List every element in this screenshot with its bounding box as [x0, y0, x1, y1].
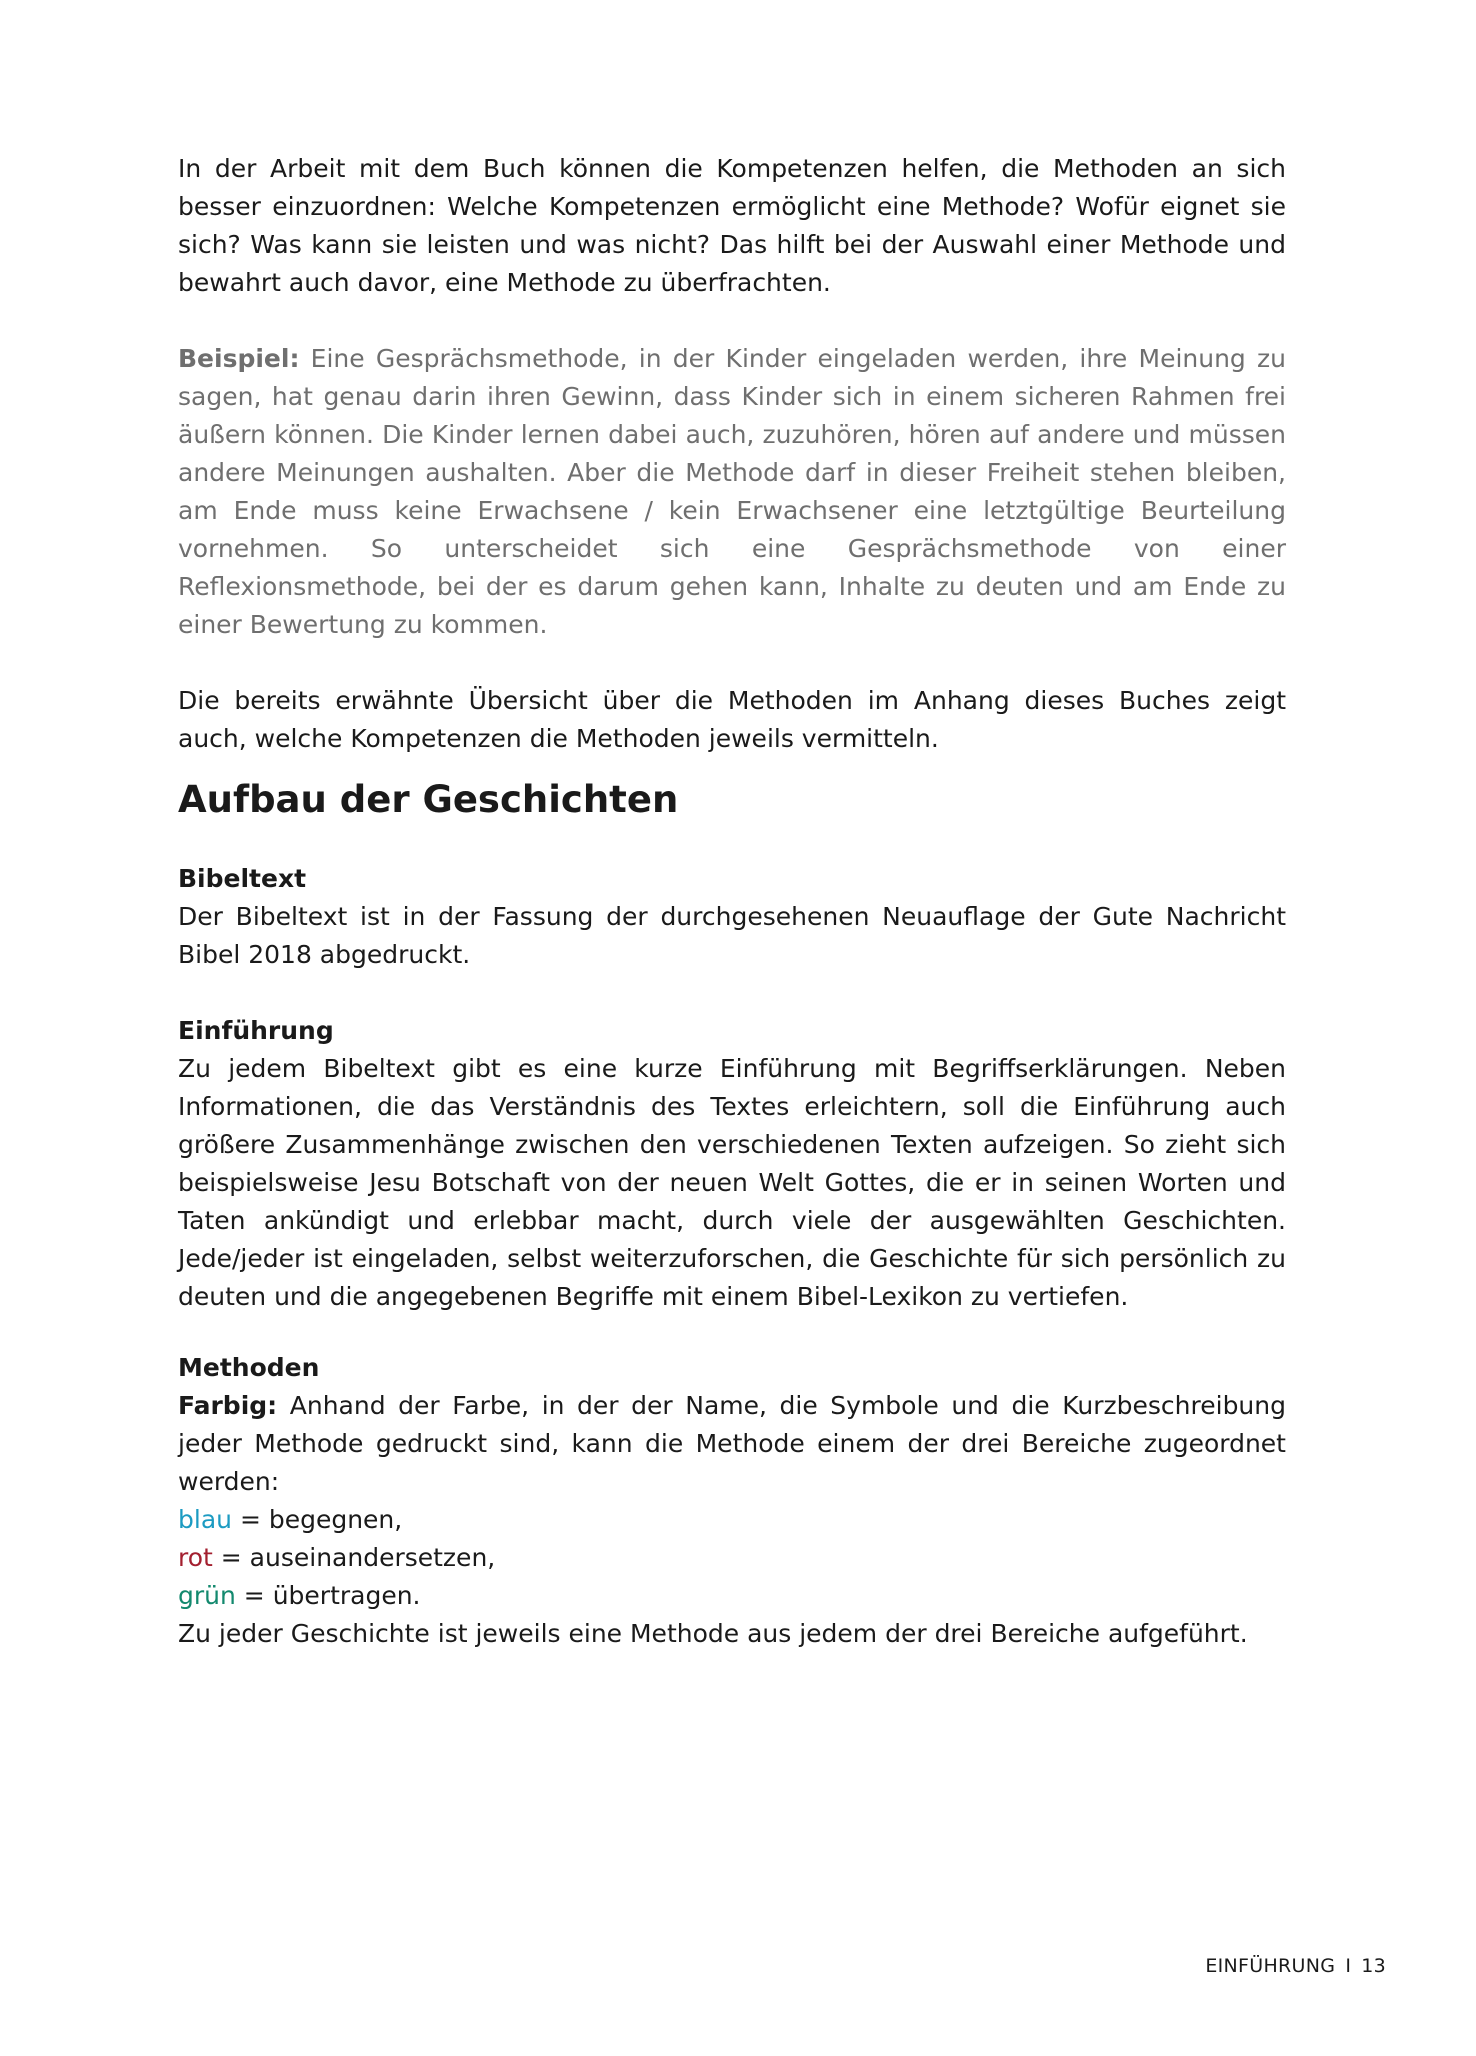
color-line-blue [178, 1501, 1286, 1539]
methoden-closing: Zu jeder Geschichte ist jeweils eine Methode aus jedem der drei Bereiche aufgeführt. [178, 1619, 1248, 1648]
color-line-red [178, 1539, 1286, 1577]
bibeltext-section [178, 860, 1286, 974]
bibeltext-paragraph: Der Bibeltext ist in der Fassung der durchgesehenen Neuauflage der Gute Nachricht Bibel 2018 abgedruckt. [178, 902, 1286, 969]
color-meaning-green: = übertragen. [243, 1581, 421, 1610]
methoden-heading: Methoden [178, 1353, 320, 1382]
page-number: 13 [1361, 1955, 1386, 1977]
example-text: Eine Gesprächsmethode, in der Kinder eingeladen werden, ihre Meinung zu sagen, hat genau darin ihren Gewinn, dass Kinder sich in einem sicheren Rahmen frei äußern können. Die Kinder lernen dabei auch, zuzuhören, hören auf andere und müssen andere Meinungen aushalten. Aber die Methode darf in dieser Freiheit stehen bleiben, am Ende muss keine Erwachsene / kein Erwachsener eine letztgültige Beurteilung vornehmen. So unterscheidet sich eine Gesprächsmethode von einer Reflexionsmethode, bei der es darum gehen kann, Inhalte zu deuten und am Ende zu einer Bewertung zu kommen. [178, 344, 1286, 639]
farbig-text: Anhand der Farbe, in der der Name, die Symbole und die Kurzbeschreibung jeder Methode gedruckt sind, kann die Methode einem der drei Bereiche zugeordnet werden: [178, 1391, 1286, 1496]
footer-chapter: EINFÜHRUNG [1205, 1955, 1336, 1977]
page-content [178, 150, 1286, 1648]
color-word-blue: blau [178, 1505, 232, 1534]
methoden-section [178, 1349, 1286, 1653]
einfuehrung-section [178, 1012, 1286, 1316]
color-word-green: grün [178, 1581, 236, 1610]
einfuehrung-heading: Einführung [178, 1016, 334, 1045]
color-meaning-blue: = begegnen, [239, 1505, 403, 1534]
section-title: Aufbau der Geschichten [178, 778, 679, 821]
color-meaning-red: = auseinandersetzen, [220, 1543, 496, 1572]
einfuehrung-paragraph: Zu jedem Bibeltext gibt es eine kurze Einführung mit Begriffserklärungen. Neben Informationen, die das Verständnis des Textes erleichtern, soll die Einführung auch größere Zusammenhänge zwischen den verschiedenen Texten aufzeigen. So zieht sich beispielsweise Jesu Botschaft von der neuen Welt Gottes, die er in seinen Worten und Taten ankündigt und erlebbar macht, durch viele der ausgewählten Geschichten. Jede/jeder ist eingeladen, selbst weiterzuforschen, die Geschichte für sich persönlich zu deuten und die angegebenen Begriffe mit einem Bibel-Lexikon zu vertiefen. [178, 1054, 1286, 1311]
intro-paragraph: In der Arbeit mit dem Buch können die Kompetenzen helfen, die Methoden an sich besser einzuordnen: Welche Kompetenzen ermöglicht eine Methode? Wofür eignet sie sich? Was kann sie leisten und was nicht? Das hilft bei der Auswahl einer Methode und bewahrt auch davor, eine Methode zu überfrachten. [178, 154, 1286, 297]
color-word-red: rot [178, 1543, 213, 1572]
page-footer [1205, 1954, 1386, 1978]
footer-separator: I [1345, 1955, 1352, 1977]
color-line-green [178, 1577, 1286, 1615]
example-paragraph [178, 340, 1286, 644]
farbig-paragraph [178, 1387, 1286, 1501]
example-label: Beispiel: [178, 344, 300, 373]
bibeltext-heading: Bibeltext [178, 864, 307, 893]
farbig-label: Farbig: [178, 1391, 278, 1420]
overview-paragraph: Die bereits erwähnte Übersicht über die Methoden im Anhang dieses Buches zeigt auch, welche Kompetenzen die Methoden jeweils vermitteln. [178, 686, 1286, 753]
